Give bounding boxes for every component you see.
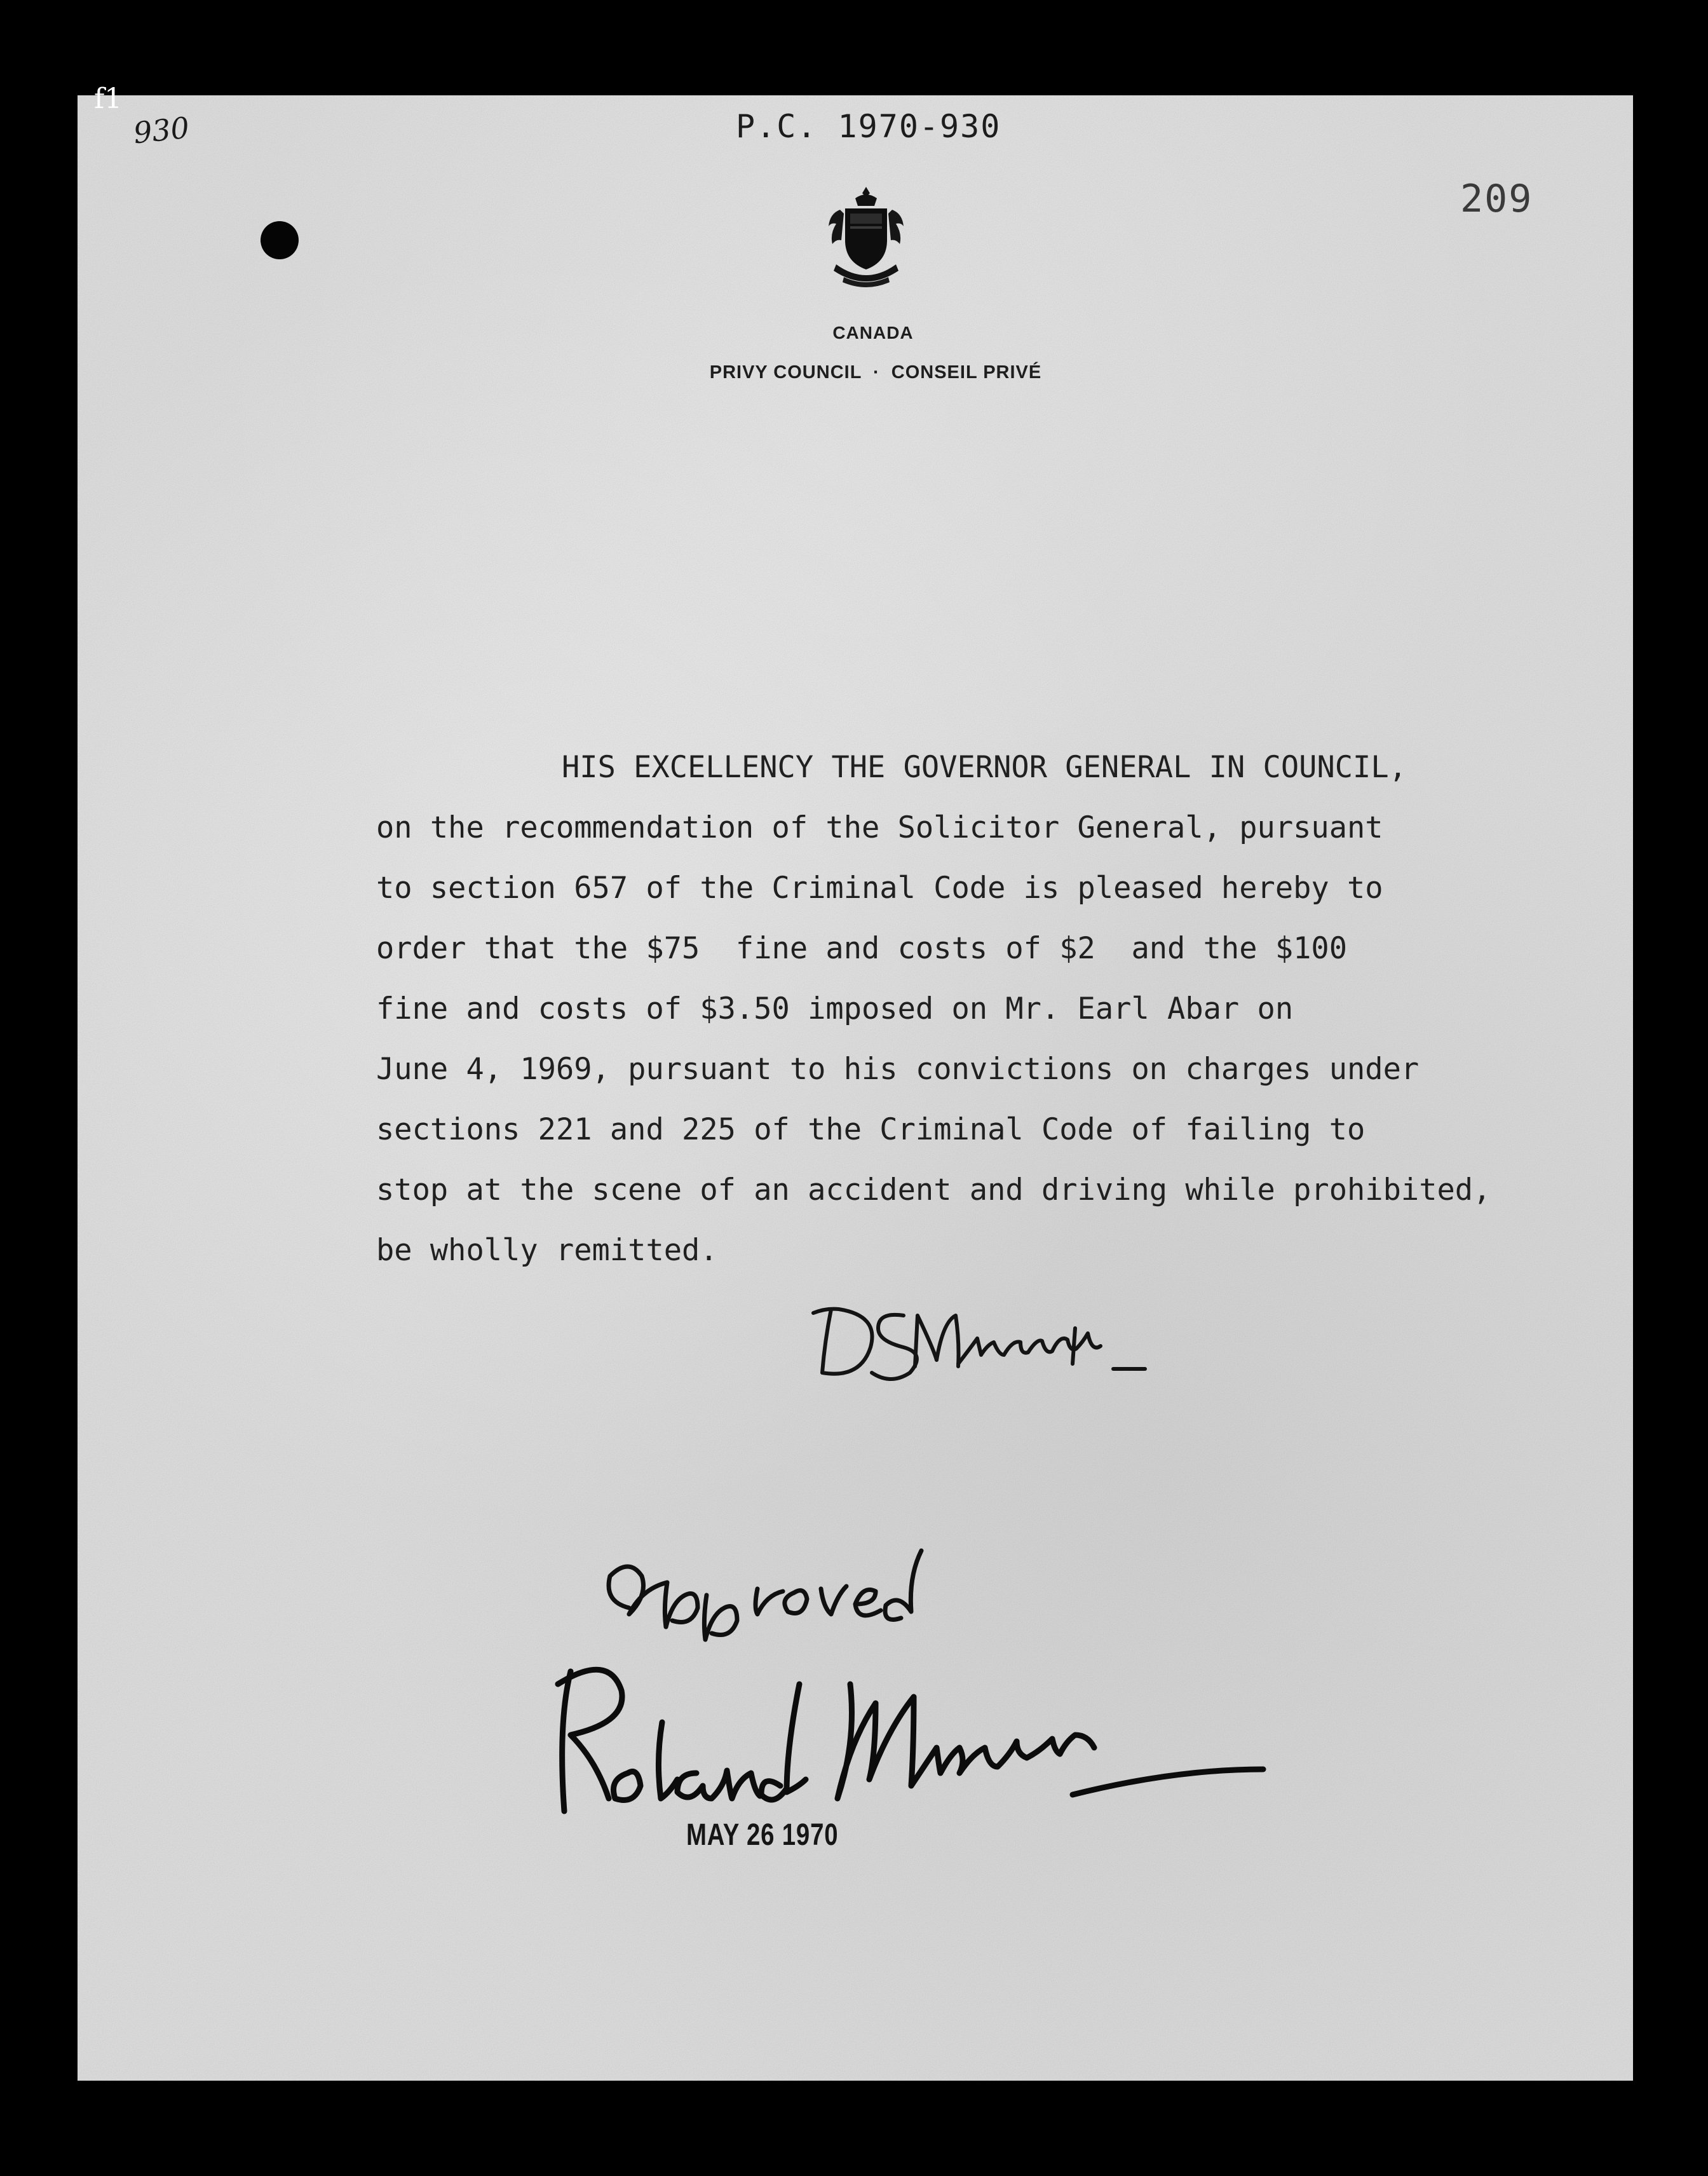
body-line: sections 221 and 225 of the Criminal Code of failing to: [376, 1112, 1366, 1147]
body-line: order that the $75 fine and costs of $2 and the $100: [376, 931, 1348, 966]
body-line: to section 657 of the Criminal Code is pleased hereby to: [376, 871, 1383, 906]
approved-handwriting: [591, 1538, 947, 1646]
body-line: fine and costs of $3.50 imposed on Mr. Earl Abar on: [376, 991, 1294, 1026]
punch-hole: [261, 221, 299, 259]
body-line: HIS EXCELLENCY THE GOVERNOR GENERAL IN COUNCIL,: [562, 750, 1407, 785]
body-line: on the recommendation of the Solicitor General, pursuant: [376, 810, 1383, 845]
order-number: P.C. 1970-930: [736, 108, 1001, 145]
minister-signature: [808, 1290, 1304, 1398]
approval-date-stamp: MAY 26 1970: [686, 1818, 839, 1852]
letterhead-country: CANADA: [832, 323, 914, 343]
margin-note: f1: [94, 83, 123, 115]
body-line: June 4, 1969, pursuant to his convictions on charges under: [376, 1052, 1420, 1087]
body-line: stop at the scene of an accident and driving while prohibited,: [376, 1173, 1491, 1207]
body-line: be wholly remitted.: [376, 1233, 718, 1268]
order-body: [376, 737, 1633, 1281]
coat-of-arms-icon: [818, 184, 914, 287]
page-number: 209: [1460, 177, 1533, 221]
document-page: [78, 95, 1633, 2081]
pencil-note: 930: [132, 110, 191, 151]
letterhead-council: PRIVY COUNCIL · CONSEIL PRIVÉ: [709, 362, 1042, 383]
governor-general-signature: [532, 1646, 1282, 1824]
